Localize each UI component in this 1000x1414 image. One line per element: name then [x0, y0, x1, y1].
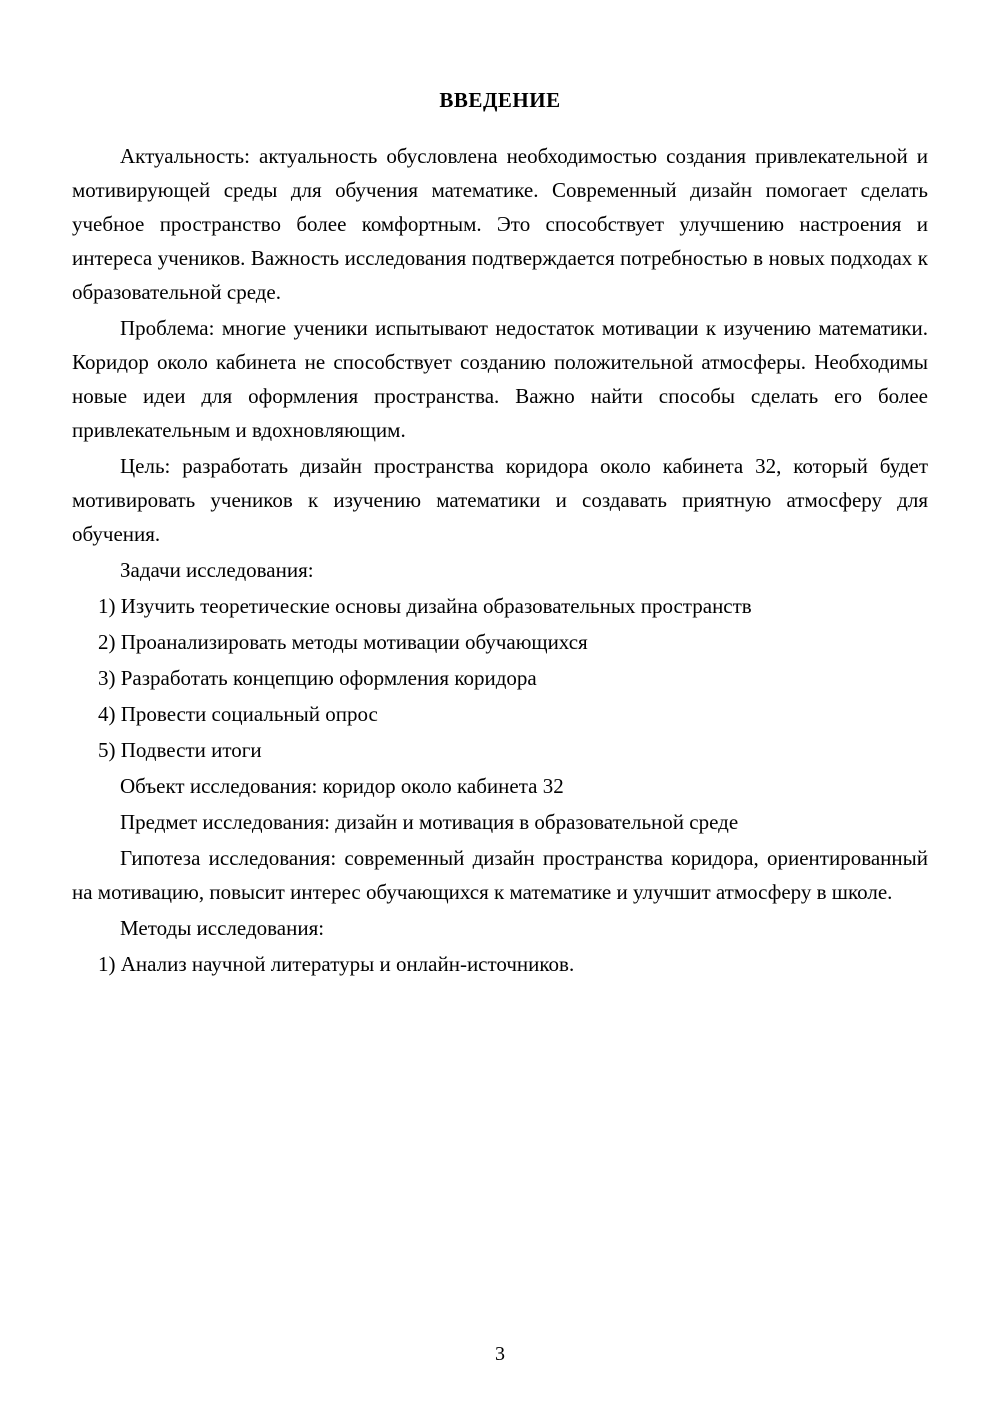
methods-heading: Методы исследования:: [120, 916, 325, 941]
paragraph-subject: Предмет исследования: дизайн и мотивация в образовательной среде: [120, 810, 739, 835]
paragraph-problem: Проблема: многие ученики испытывают недостаток мотивации к изучению математики. Коридор около кабинета не способствует созданию положительной атмосферы. Необходимы новые идеи для оформления пространства. Важно найти способы сделать его более привлекательным и вдохновляющим.: [72, 316, 928, 443]
paragraph-goal: Цель: разработать дизайн пространства коридора около кабинета 32, который будет мотивировать учеников к изучению математики и создавать приятную атмосферу для обучения.: [72, 454, 928, 547]
list-item-task-4: 4) Провести социальный опрос: [98, 702, 378, 727]
tasks-heading: Задачи исследования:: [120, 558, 314, 583]
page-title: ВВЕДЕНИЕ: [439, 88, 561, 112]
list-item-task-3: 3) Разработать концепцию оформления коридора: [98, 666, 537, 691]
paragraph-relevance: Актуальность: актуальность обусловлена необходимостью создания привлекательной и мотивирующей среды для обучения математике. Современный дизайн помогает сделать учебное пространство более комфортным. Это способствует улучшению настроения и интереса учеников. Важность исследования подтверждается потребностью в новых подходах к образовательной среде.: [72, 144, 928, 305]
paragraph-hypothesis: Гипотеза исследования: современный дизайн пространства коридора, ориентированный на мотивацию, повысит интерес обучающихся к математике и улучшит атмосферу в школе.: [72, 846, 928, 905]
list-item-task-1: 1) Изучить теоретические основы дизайна образовательных пространств: [98, 594, 752, 619]
list-item-method-1: 1) Анализ научной литературы и онлайн-источников.: [98, 952, 575, 977]
list-item-task-2: 2) Проанализировать методы мотивации обучающихся: [98, 630, 588, 655]
page-number: 3: [495, 1343, 505, 1365]
paragraph-object: Объект исследования: коридор около кабинета 32: [120, 774, 564, 799]
list-item-task-5: 5) Подвести итоги: [98, 738, 262, 763]
